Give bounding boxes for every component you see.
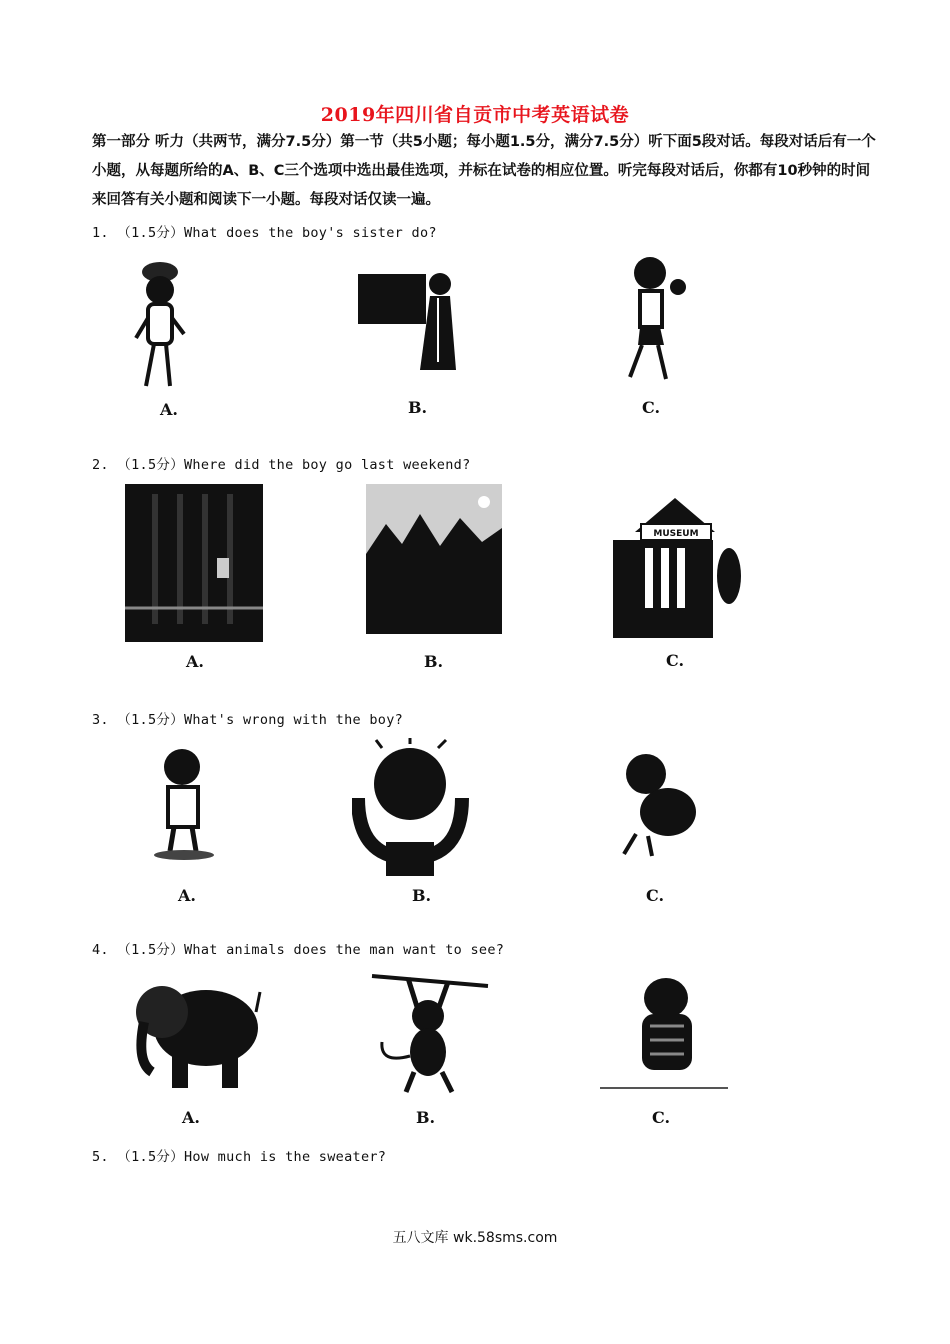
q1-option-b: B.: [408, 398, 428, 417]
question-2: 2. （1.5分）Where did the boy go last weekend?: [92, 457, 471, 473]
mountains-picture: [366, 484, 504, 636]
question-5: 5. （1.5分）How much is the sweater?: [92, 1149, 387, 1165]
cough-picture: [148, 745, 220, 861]
q2-option-a: A.: [186, 652, 204, 671]
q4-option-a: A.: [182, 1108, 200, 1127]
monkey-picture: [368, 964, 490, 1098]
listening-instructions: 第一部分 听力（共两节，满分7.5分）第一节（共5小题；每小题1.5分，满分7.5分）听下面5段对话。每段对话后有一个小题，从每题所给的A、B、C三个选项中选出最佳选项，并标在试卷的相应位置。听完每段对话后，你都有10秒钟的时间来回答有关小题和阅读下一小题。每段对话仅读一遍。: [92, 134, 876, 208]
museum-picture: [605, 486, 745, 642]
q3-option-b: B.: [412, 886, 432, 905]
q4-option-c: C.: [652, 1108, 671, 1127]
exam-title: 2019年四川省自贡市中考英语试卷: [320, 104, 630, 126]
elephant-picture: [126, 972, 266, 1096]
q3-option-c: C.: [646, 886, 665, 905]
stomachache-picture: [612, 750, 704, 862]
footer-watermark: 五八文库 wk.58sms.com: [392, 1230, 558, 1246]
teacher-picture: [358, 262, 458, 382]
q1-option-c: C.: [642, 398, 661, 417]
tiger-picture: [600, 970, 730, 1096]
question-1: 1. （1.5分）What does the boy's sister do?: [92, 225, 437, 241]
nurse-picture: [130, 258, 190, 398]
q2-option-c: C.: [666, 651, 685, 670]
cinema-picture: [125, 484, 265, 644]
q3-option-a: A.: [178, 886, 196, 905]
museum-sign-text: MUSEUM: [653, 529, 699, 539]
question-3: 3. （1.5分）What's wrong with the boy?: [92, 712, 404, 728]
waitress-picture: [620, 255, 690, 385]
question-4: 4. （1.5分）What animals does the man want to see?: [92, 942, 505, 958]
headache-picture: [352, 738, 470, 878]
q2-option-b: B.: [424, 652, 444, 671]
q1-option-a: A.: [160, 400, 178, 419]
q4-option-b: B.: [416, 1108, 436, 1127]
